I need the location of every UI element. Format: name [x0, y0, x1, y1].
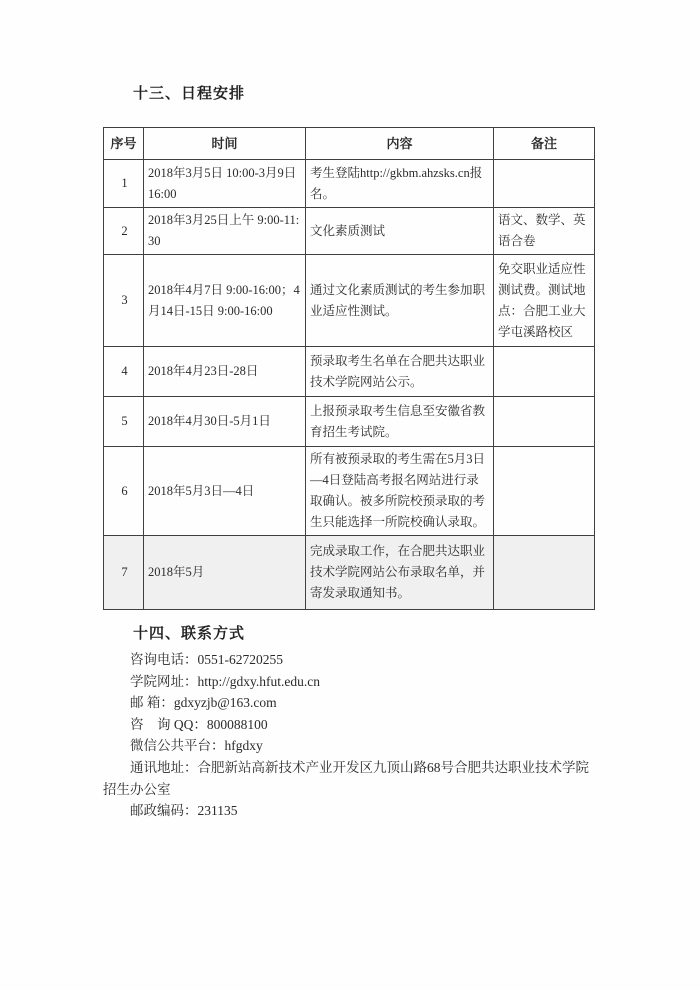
cell-content: 考生登陆http://gkbm.ahzsks.cn报名。: [306, 160, 494, 208]
cell-seq: 6: [104, 447, 144, 536]
cell-note: [494, 397, 595, 447]
cell-seq: 4: [104, 347, 144, 397]
table-row: [104, 347, 595, 397]
cell-note: 语文、数学、英语合卷: [494, 208, 595, 255]
schedule-table: [103, 127, 595, 610]
cell-time: 2018年5月: [144, 536, 306, 610]
contact-postcode-line: 邮政编码：231135: [130, 803, 238, 819]
col-header-content: 内容: [306, 128, 494, 160]
col-header-note: 备注: [494, 128, 595, 160]
cell-seq: 2: [104, 208, 144, 255]
col-header-seq: 序号: [104, 128, 144, 160]
cell-content: 所有被预录取的考生需在5月3日—4日登陆高考报名网站进行录取确认。被多所院校预录取的考生只能选择一所院校确认录取。: [306, 447, 494, 536]
section-14-heading: 十四、联系方式: [133, 626, 246, 642]
cell-seq: 3: [104, 255, 144, 347]
cell-time: 2018年4月23日-28日: [144, 347, 306, 397]
cell-note: [494, 536, 595, 610]
table-row: [104, 397, 595, 447]
cell-content: 预录取考生名单在合肥共达职业技术学院网站公示。: [306, 347, 494, 397]
cell-time: 2018年4月30日-5月1日: [144, 397, 306, 447]
cell-content: 文化素质测试: [306, 208, 494, 255]
contact-wechat-line: 微信公共平台：hfgdxy: [130, 738, 263, 754]
col-header-time: 时间: [144, 128, 306, 160]
cell-seq: 1: [104, 160, 144, 208]
cell-note: [494, 447, 595, 536]
cell-note: [494, 160, 595, 208]
table-row: [104, 160, 595, 208]
table-row: [104, 255, 595, 347]
contact-email-line: 邮 箱：gdxyzjb@163.com: [130, 695, 277, 711]
cell-time: 2018年5月3日—4日: [144, 447, 306, 536]
contact-qq-line: 咨 询 QQ：800088100: [130, 716, 268, 732]
contact-phone-line: 咨询电话：0551-62720255: [130, 652, 283, 667]
cell-note: [494, 347, 595, 397]
table-header-row: [104, 128, 595, 160]
cell-content: 完成录取工作，在合肥共达职业技术学院网站公布录取名单，并寄发录取通知书。: [306, 536, 494, 610]
cell-content: 上报预录取考生信息至安徽省教育招生考试院。: [306, 397, 494, 447]
contact-section: [103, 622, 600, 822]
cell-note: 免交职业适应性测试费。测试地点：合肥工业大学屯溪路校区: [494, 255, 595, 347]
contact-website-line: 学院网址：http://gdxy.hfut.edu.cn: [130, 673, 320, 689]
table-row: [104, 447, 595, 536]
cell-time: 2018年3月5日 10:00-3月9日 16:00: [144, 160, 306, 208]
table-row: [104, 208, 595, 255]
cell-time: 2018年4月7日 9:00-16:00；4月14日-15日 9:00-16:00: [144, 255, 306, 347]
cell-time: 2018年3月25日上午 9:00-11:30: [144, 208, 306, 255]
table-row: [104, 536, 595, 610]
cell-seq: 7: [104, 536, 144, 610]
section-13-heading: 十三、日程安排: [133, 86, 246, 102]
contact-address-line: 通讯地址：合肥新站高新技术产业开发区九顶山路68号合肥共达职业技术学院招生办公室: [103, 759, 589, 797]
cell-content: 通过文化素质测试的考生参加职业适应性测试。: [306, 255, 494, 347]
cell-seq: 5: [104, 397, 144, 447]
